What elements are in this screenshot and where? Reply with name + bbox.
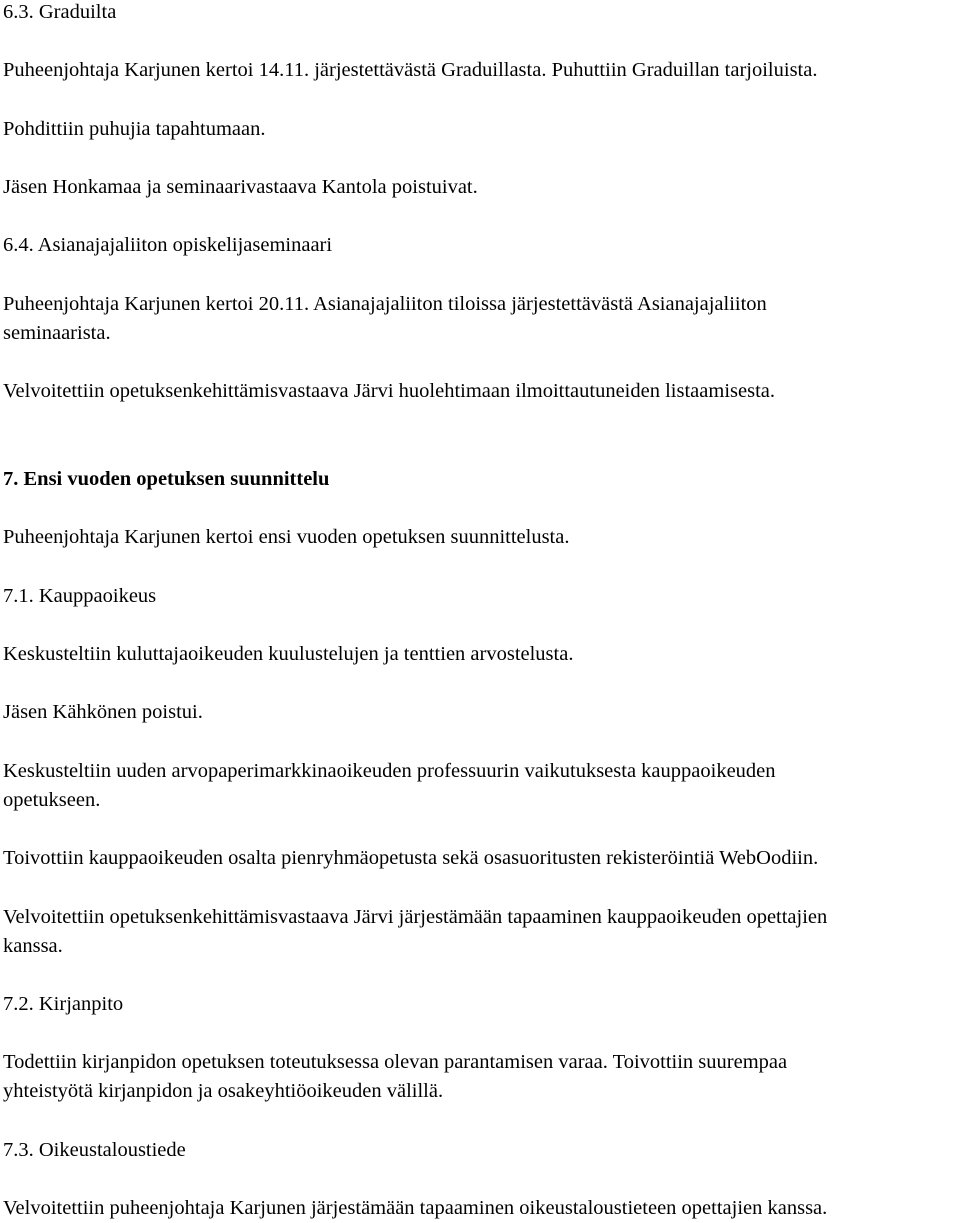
- paragraph-line: Puheenjohtaja Karjunen kertoi 14.11. järjestettävästä Graduillasta. Puhuttiin Graduillan tarjoiluista.: [3, 59, 818, 81]
- paragraph-line: kanssa.: [3, 935, 63, 957]
- heading-7-3: 7.3. Oikeustaloustiede: [3, 1139, 186, 1161]
- paragraph-line: Jäsen Honkamaa ja seminaarivastaava Kantola poistuivat.: [3, 176, 478, 198]
- heading-7-2: 7.2. Kirjanpito: [3, 993, 124, 1015]
- paragraph-line: Jäsen Kähkönen poistui.: [3, 701, 203, 723]
- paragraph-line: Puheenjohtaja Karjunen kertoi ensi vuoden opetuksen suunnittelusta.: [3, 526, 570, 548]
- paragraph-line: Toivottiin kauppaoikeuden osalta pienryhmäopetusta sekä osasuoritusten rekisteröintiä WebOodiin.: [3, 847, 819, 869]
- paragraph-line: seminaarista.: [3, 322, 111, 344]
- paragraph-line: Velvoitettiin opetuksenkehittämisvastaava Järvi järjestämään tapaaminen kauppaoikeuden opettajien: [3, 906, 828, 928]
- paragraph-line: Keskusteltiin uuden arvopaperimarkkinaoikeuden professuurin vaikutuksesta kauppaoikeuden: [3, 760, 776, 782]
- paragraph-line: Velvoitettiin opetuksenkehittämisvastaava Järvi huolehtimaan ilmoittautuneiden listaamisesta.: [3, 380, 775, 402]
- paragraph-line: Pohdittiin puhujia tapahtumaan.: [3, 118, 266, 140]
- paragraph-line: Puheenjohtaja Karjunen kertoi 20.11. Asianajajaliiton tiloissa järjestettävästä Asianajajaliiton: [3, 293, 767, 315]
- heading-7-1: 7.1. Kauppaoikeus: [3, 585, 157, 607]
- paragraph-line: Todettiin kirjanpidon opetuksen toteutuksessa olevan parantamisen varaa. Toivottiin suurempaa: [3, 1051, 788, 1073]
- heading-6-3: 6.3. Graduilta: [3, 1, 117, 23]
- paragraph-line: Keskusteltiin kuluttajaoikeuden kuulustelujen ja tenttien arvostelusta.: [3, 643, 574, 665]
- paragraph-line: yhteistyötä kirjanpidon ja osakeyhtiöoikeuden välillä.: [3, 1080, 444, 1102]
- paragraph-line: Velvoitettiin puheenjohtaja Karjunen järjestämään tapaaminen oikeustaloustieteen opettajien kanssa.: [3, 1197, 828, 1219]
- heading-7: 7. Ensi vuoden opetuksen suunnittelu: [3, 468, 330, 490]
- paragraph-line: opetukseen.: [3, 789, 101, 811]
- heading-6-4: 6.4. Asianajajaliiton opiskelijaseminaari: [3, 234, 333, 256]
